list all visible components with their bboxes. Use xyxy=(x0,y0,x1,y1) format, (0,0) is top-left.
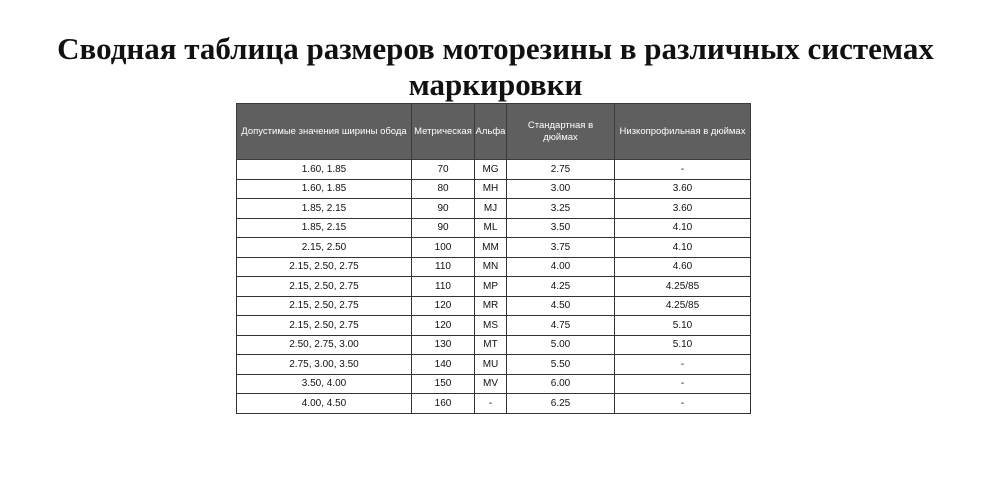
cell-metric: 160 xyxy=(412,394,475,414)
table-row xyxy=(237,218,751,238)
table-row xyxy=(237,257,751,277)
table-row xyxy=(237,238,751,258)
cell-standard-inches: 3.25 xyxy=(507,199,615,219)
cell-metric: 130 xyxy=(412,335,475,355)
cell-rim-width: 3.50, 4.00 xyxy=(237,374,412,394)
cell-standard-inches: 3.00 xyxy=(507,179,615,199)
table-row xyxy=(237,316,751,336)
cell-lowprofile-inches: - xyxy=(615,394,751,414)
table-row xyxy=(237,296,751,316)
tire-size-table xyxy=(236,103,751,414)
cell-lowprofile-inches: - xyxy=(615,355,751,375)
cell-rim-width: 1.60, 1.85 xyxy=(237,160,412,180)
table-row xyxy=(237,179,751,199)
header-lowprofile-inches: Низкопрофильная в дюймах xyxy=(615,104,751,160)
cell-lowprofile-inches: 4.10 xyxy=(615,238,751,258)
cell-metric: 110 xyxy=(412,257,475,277)
cell-standard-inches: 5.00 xyxy=(507,335,615,355)
cell-alpha: ML xyxy=(475,218,507,238)
cell-metric: 110 xyxy=(412,277,475,297)
cell-alpha: MU xyxy=(475,355,507,375)
cell-rim-width: 1.85, 2.15 xyxy=(237,218,412,238)
cell-rim-width: 2.15, 2.50, 2.75 xyxy=(237,316,412,336)
cell-lowprofile-inches: 3.60 xyxy=(615,179,751,199)
cell-lowprofile-inches: 5.10 xyxy=(615,316,751,336)
cell-rim-width: 2.15, 2.50, 2.75 xyxy=(237,257,412,277)
cell-rim-width: 2.50, 2.75, 3.00 xyxy=(237,335,412,355)
table-header-row xyxy=(237,104,751,160)
cell-standard-inches: 4.75 xyxy=(507,316,615,336)
cell-metric: 90 xyxy=(412,199,475,219)
cell-standard-inches: 2.75 xyxy=(507,160,615,180)
cell-alpha: MP xyxy=(475,277,507,297)
cell-rim-width: 2.75, 3.00, 3.50 xyxy=(237,355,412,375)
cell-lowprofile-inches: 4.25/85 xyxy=(615,296,751,316)
cell-rim-width: 1.60, 1.85 xyxy=(237,179,412,199)
cell-standard-inches: 4.25 xyxy=(507,277,615,297)
cell-standard-inches: 3.75 xyxy=(507,238,615,258)
cell-alpha: MS xyxy=(475,316,507,336)
cell-lowprofile-inches: - xyxy=(615,160,751,180)
cell-alpha: MV xyxy=(475,374,507,394)
cell-alpha: MR xyxy=(475,296,507,316)
cell-metric: 120 xyxy=(412,316,475,336)
header-alpha: Альфа xyxy=(475,104,507,160)
cell-standard-inches: 5.50 xyxy=(507,355,615,375)
cell-metric: 90 xyxy=(412,218,475,238)
cell-standard-inches: 6.00 xyxy=(507,374,615,394)
cell-metric: 70 xyxy=(412,160,475,180)
table-row xyxy=(237,335,751,355)
header-metric: Метрическая xyxy=(412,104,475,160)
cell-rim-width: 2.15, 2.50 xyxy=(237,238,412,258)
cell-lowprofile-inches: 4.10 xyxy=(615,218,751,238)
table-row xyxy=(237,199,751,219)
cell-alpha: - xyxy=(475,394,507,414)
cell-alpha: MJ xyxy=(475,199,507,219)
cell-alpha: MN xyxy=(475,257,507,277)
cell-metric: 120 xyxy=(412,296,475,316)
header-standard-inches: Стандартная в дюймах xyxy=(507,104,615,160)
cell-alpha: MG xyxy=(475,160,507,180)
cell-rim-width: 2.15, 2.50, 2.75 xyxy=(237,296,412,316)
cell-metric: 80 xyxy=(412,179,475,199)
cell-lowprofile-inches: 4.25/85 xyxy=(615,277,751,297)
table-body xyxy=(237,160,751,414)
cell-standard-inches: 4.50 xyxy=(507,296,615,316)
cell-lowprofile-inches: 3.60 xyxy=(615,199,751,219)
cell-alpha: MH xyxy=(475,179,507,199)
cell-standard-inches: 4.00 xyxy=(507,257,615,277)
table-row xyxy=(237,277,751,297)
cell-metric: 140 xyxy=(412,355,475,375)
cell-rim-width: 1.85, 2.15 xyxy=(237,199,412,219)
cell-rim-width: 4.00, 4.50 xyxy=(237,394,412,414)
cell-standard-inches: 6.25 xyxy=(507,394,615,414)
cell-standard-inches: 3.50 xyxy=(507,218,615,238)
cell-lowprofile-inches: - xyxy=(615,374,751,394)
cell-lowprofile-inches: 5.10 xyxy=(615,335,751,355)
cell-rim-width: 2.15, 2.50, 2.75 xyxy=(237,277,412,297)
cell-alpha: MM xyxy=(475,238,507,258)
cell-lowprofile-inches: 4.60 xyxy=(615,257,751,277)
table-row xyxy=(237,355,751,375)
cell-alpha: MT xyxy=(475,335,507,355)
cell-metric: 100 xyxy=(412,238,475,258)
table-row xyxy=(237,394,751,414)
table-row xyxy=(237,160,751,180)
cell-metric: 150 xyxy=(412,374,475,394)
table-row xyxy=(237,374,751,394)
page-title: Сводная таблица размеров моторезины в различных системах маркировки xyxy=(57,31,934,102)
header-rim-width: Допустимые значения ширины обода xyxy=(237,104,412,160)
